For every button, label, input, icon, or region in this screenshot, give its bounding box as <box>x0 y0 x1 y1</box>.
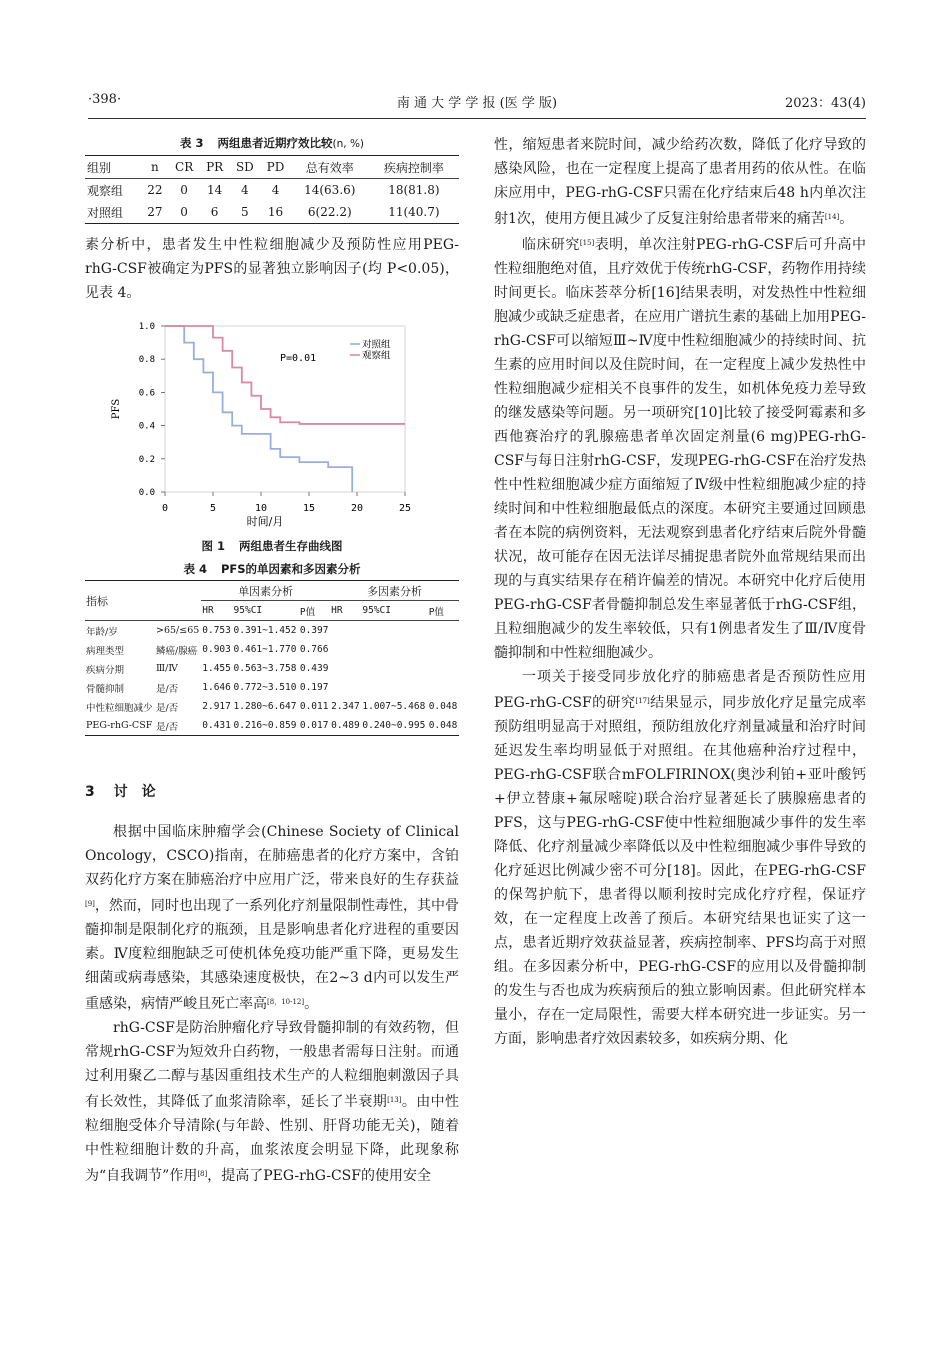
table-cell: 0.766 <box>299 644 329 655</box>
paragraph: 一项关于接受同步放化疗的肺癌患者是否预防性应用PEG-rhG-CSF的研究[17]结果显示，同步放化疗足量完成率预防组明显高于对照组，预防组放化疗剂量减量和治疗时间延迟发生率均明显低于对照组。在其他癌种治疗过程中，PEG-rhG-CSF联合mFOLFIRINOX(奥沙利铂+亚叶酸钙+伊立替康+氟尿嘧啶)联合治疗显著延长了胰腺癌患者的PFS，这与PEG-rhG-CSF使中性粒细胞减少事件的发生率降低、化疗剂量减少率降低以及中性粒细胞减少事件导致的化疗延迟比例减少密不可分[18]。因此，在PEG-rhG-CSF的保驾护航下，患者得以顺利按时完成化疗疗程，保证疗效，在一定程度上改善了预后。本研究结果也证实了这一点，患者近期疗效获益显著，疾病控制率、PFS均高于对照组。在多因素分析中，PEG-rhG-CSF的应用以及骨髓抑制的发生与否也成为疾病预后的独立影响因素。但此研究样本量小，存在一定局限性，需要大样本研究进一步证实。另一方面，影响患者疗效因素较多，如疾病分期、化 <box>494 669 867 1047</box>
table4-subcol: P值 <box>299 606 316 618</box>
table-cell <box>428 640 459 659</box>
table3-caption <box>85 135 459 151</box>
y-tick-label: 0.8 <box>138 355 155 366</box>
volume-info: 2023：43(4) <box>784 96 866 111</box>
table-row <box>85 621 459 641</box>
table-cell: 鳞癌/腺癌 <box>155 645 198 657</box>
table-cell <box>361 659 427 678</box>
table-cell: 对照组 <box>87 205 124 220</box>
table-cell: 0.197 <box>299 682 329 693</box>
table-cell: 0.240~0.995 <box>362 720 426 731</box>
table-cell: 22 <box>147 183 163 197</box>
table4-caption <box>85 561 459 577</box>
table3-col: 组别 <box>87 160 112 175</box>
table-cell: 0.216~0.859 <box>233 720 297 731</box>
table4-label: 表 4 <box>183 562 207 576</box>
table-cell: 0.461~1.770 <box>233 644 297 655</box>
figure1-caption <box>85 538 459 554</box>
citation-ref: [17] <box>635 697 650 705</box>
x-tick-label: 25 <box>398 503 412 514</box>
table-cell: 是/否 <box>155 683 179 695</box>
table-cell: 0.431 <box>202 720 231 731</box>
x-tick-label: 10 <box>254 503 268 514</box>
table-cell: 27 <box>147 205 163 219</box>
table-cell: 0.011 <box>299 701 329 712</box>
km-curve-control <box>165 326 352 492</box>
left-column-top <box>85 233 459 305</box>
table-cell: 4 <box>271 183 280 197</box>
table4-subcol: HR <box>331 605 343 616</box>
paragraph: 性，缩短患者来院时间，减少给药次数，降低了化疗导致的感染风险，也在一定程度上提高了患者用药的依从性。在临床应用中，PEG-rhG-CSF只需在化疗结束后48 h内单次注射1次，使用方便且减少了反复注射给患者带来的痛苦[14]。 <box>494 137 866 227</box>
citation-ref: [8] <box>197 1170 208 1178</box>
table-cell: 病理类型 <box>86 645 125 657</box>
x-tick-label: 0 <box>161 503 169 514</box>
section-heading <box>85 781 156 801</box>
citation-ref: [13] <box>387 1096 402 1104</box>
table4 <box>85 580 459 736</box>
table-cell <box>361 621 427 641</box>
table-cell: 4 <box>241 183 249 197</box>
table3-col: PD <box>266 160 285 174</box>
figure1-title: 两组患者生存曲线图 <box>239 539 343 553</box>
table3-label: 表 3 <box>179 136 204 150</box>
table-cell: 11(40.7) <box>388 205 440 219</box>
table-cell: 0.439 <box>299 663 329 674</box>
table3-col: SD <box>235 160 254 174</box>
x-tick-label: 20 <box>350 503 364 514</box>
table-cell: 0.397 <box>299 625 329 636</box>
table-cell: 2.347 <box>331 701 360 712</box>
table-cell: 0.048 <box>428 720 458 731</box>
table-cell: 1.455 <box>202 663 231 674</box>
table-cell <box>330 621 361 641</box>
survival-chart <box>105 312 435 537</box>
paragraph: rhG-CSF是防治肿瘤化疗导致骨髓抑制的有效药物，但常规rhG-CSF为短效升白药物，一般患者需每日注射。而通过利用聚乙二醇与基因重组技术生产的人粒细胞刺激因子具有长效性，其降低了血浆清除率，延长了半衰期[13]。由中性粒细胞受体介导清除(与年龄、性别、肝肾功能无关)，随着中性粒细胞计数的升高，血浆浓度会明显下降，此现象称为“自我调节”作用[8]，提高了PEG-rhG-CSF的使用安全 <box>85 1020 460 1184</box>
table3-title: 两组患者近期疗效比较 <box>217 136 333 150</box>
y-tick-label: 0.4 <box>138 421 155 432</box>
table-cell: 骨髓抑制 <box>86 683 125 695</box>
table3-col: PR <box>206 160 224 174</box>
table3-col: n <box>151 160 159 174</box>
table3-header-row <box>85 156 459 179</box>
table-cell: 14 <box>206 183 223 197</box>
page-number: ·398· <box>88 92 122 107</box>
table-cell <box>361 640 427 659</box>
y-axis-label: PFS <box>111 398 122 420</box>
table-cell: 0.489 <box>331 720 360 731</box>
paragraph: 根据中国临床肿瘤学会(Chinese Society of Clinical Oncology，CSCO)指南，在肺癌患者的化疗方案中，含铂双药化疗方案在肺癌治疗中应用广泛，带来良好的生存获益[9]，然而，同时也出现了一系列化疗剂量限制性毒性，其中骨髓抑制是限制化疗的瓶颈，且是影响患者化疗进程的重要因素。Ⅳ度粒细胞缺乏可使机体免疫功能严重下降，更易发生细菌或病毒感染，其感染速度极快，在2~3 d内可以发生严重感染，病情严峻且死亡率高[8，10-12]。 <box>85 824 459 1012</box>
y-tick-label: 1.0 <box>138 322 155 332</box>
table-cell: Ⅲ/Ⅳ <box>155 663 178 674</box>
left-column-discussion <box>85 820 459 1188</box>
table-cell: 1.280~6.647 <box>233 701 297 712</box>
table-cell: 0.017 <box>299 720 329 731</box>
table-cell <box>330 678 361 697</box>
table-cell: 6 <box>210 205 219 219</box>
running-header <box>88 92 866 116</box>
table-cell: 0.753 <box>202 625 231 636</box>
table4-col-indicator: 指标 <box>85 581 201 621</box>
table-cell: 18(81.8) <box>388 183 440 197</box>
y-tick-label: 0.2 <box>138 454 155 465</box>
table3-unit: (n, %) <box>332 138 365 150</box>
section-number: 3 <box>85 784 95 800</box>
paragraph: 素分析中，患者发生中性粒细胞减少及预防性应用PEG-rhG-CSF被确定为PFS的显著独立影响因子(均 P<0.05)，见表 4。 <box>85 237 459 301</box>
citation-ref: [15] <box>579 239 595 247</box>
journal-title: 南 通 大 学 学 报 (医 学 版) <box>396 96 558 111</box>
header-rule <box>88 118 866 119</box>
citation-ref: [8，10-12] <box>267 998 305 1006</box>
table-cell: 观察组 <box>87 183 124 198</box>
table-cell: 2.917 <box>202 701 231 712</box>
table-cell: 0.563~3.758 <box>233 663 297 674</box>
table3-col: 疾病控制率 <box>383 160 444 175</box>
table4-title: PFS的单因素和多因素分析 <box>220 562 361 576</box>
section-title: 讨 论 <box>113 784 156 800</box>
table-row <box>85 640 459 659</box>
citation-ref: [14] <box>824 213 840 221</box>
table-row <box>85 179 459 202</box>
table-cell <box>330 659 361 678</box>
table4-subcol: 95%CI <box>233 605 263 616</box>
table3 <box>85 155 459 224</box>
citation-ref: [9] <box>85 900 95 908</box>
table-cell <box>330 640 361 659</box>
table-row <box>85 697 459 716</box>
p-value-annotation: P=0.01 <box>280 353 317 364</box>
table-row <box>85 201 459 224</box>
figure1-label: 图 1 <box>201 539 225 553</box>
table-cell: 6(22.2) <box>307 205 352 219</box>
table-row <box>85 716 459 736</box>
legend-label: 观察组 <box>362 350 391 362</box>
y-tick-label: 0.6 <box>138 388 155 399</box>
table4-subcol: 95%CI <box>362 605 391 616</box>
table3-col: CR <box>175 160 194 174</box>
table-cell: 1.646 <box>202 682 231 693</box>
table-cell: 0.391~1.452 <box>233 625 297 636</box>
table4-group-multi: 多因素分析 <box>330 581 459 601</box>
table3-col: 总有效率 <box>305 160 354 175</box>
table-cell: 0.903 <box>202 644 231 655</box>
table-row <box>85 678 459 697</box>
paragraph: 临床研究[15]表明，单次注射PEG-rhG-CSF后可升高中性粒细胞绝对值，且疗效优于传统rhG-CSF，药物作用持续时间更长。临床荟萃分析[16]结果表明，对发热性中性粒细胞减少或缺乏症患者，在应用广谱抗生素的基础上加用PEG-rhG-CSF可以缩短Ⅲ~Ⅳ度中性粒细胞减少的持续时间、抗生素的应用时间以及住院时间，在一定程度上减少发热性中性粒细胞减少症相关不良事件的发生，如机体免疫力差导致的继发感染等问题。另一项研究[10]比较了接受阿霉素和多西他赛治疗的乳腺癌患者单次固定剂量(6 mg)PEG-rhG-CSF与每日注射rhG-CSF，发现PEG-rhG-CSF在治疗发热性中性粒细胞减少症方面缩短了Ⅳ级中性粒细胞减少症的持续时间和中性粒细胞最低点的深度。本研究主要通过回顾患者在本院的病例资料，无法观察到患者化疗结束后院外骨髓状况，故可能存在因无法详尽捕捉患者院外血常规结果而出现的与真实结果存在稍许偏差的情况。本研究中化疗后使用PEG-rhG-CSF者骨髓抑制总发生率显著低于rhG-CSF组，且粒细胞减少的发生率较低，只有1例患者发生了Ⅲ/Ⅳ度骨髓抑制和中性粒细胞减少。 <box>494 237 867 661</box>
y-tick-label: 0.0 <box>138 488 155 498</box>
table-cell <box>361 678 427 697</box>
x-axis-label: 时间/月 <box>246 515 284 528</box>
table-cell: >65/≤65 <box>155 625 200 636</box>
table-cell: 0 <box>180 183 188 197</box>
x-tick-label: 5 <box>209 503 217 514</box>
table-cell: 5 <box>241 205 249 219</box>
legend-label: 对照组 <box>362 339 391 351</box>
table4-subcol: HR <box>202 605 214 616</box>
table-cell: 0 <box>180 205 188 219</box>
right-column <box>494 133 866 1051</box>
table-cell <box>428 659 459 678</box>
table-cell: 年龄/岁 <box>86 626 118 638</box>
table4-group-uni: 单因素分析 <box>201 581 330 601</box>
table-cell: 0.048 <box>428 701 458 712</box>
table-row <box>85 659 459 678</box>
table-cell <box>428 621 459 641</box>
table-cell <box>428 678 459 697</box>
table-cell: 是/否 <box>155 721 179 733</box>
table-cell: 疾病分期 <box>86 664 125 676</box>
table4-subcol: P值 <box>428 606 444 618</box>
table-cell: PEG-rhG-CSF <box>86 720 153 731</box>
table-cell: 14(63.6) <box>304 183 356 197</box>
table-cell: 中性粒细胞减少 <box>86 702 153 714</box>
table-cell: 是/否 <box>155 702 179 714</box>
table-cell: 0.772~3.510 <box>233 682 297 693</box>
table-cell: 1.007~5.468 <box>362 701 426 712</box>
x-tick-label: 15 <box>302 503 316 514</box>
table-cell: 16 <box>267 205 284 219</box>
